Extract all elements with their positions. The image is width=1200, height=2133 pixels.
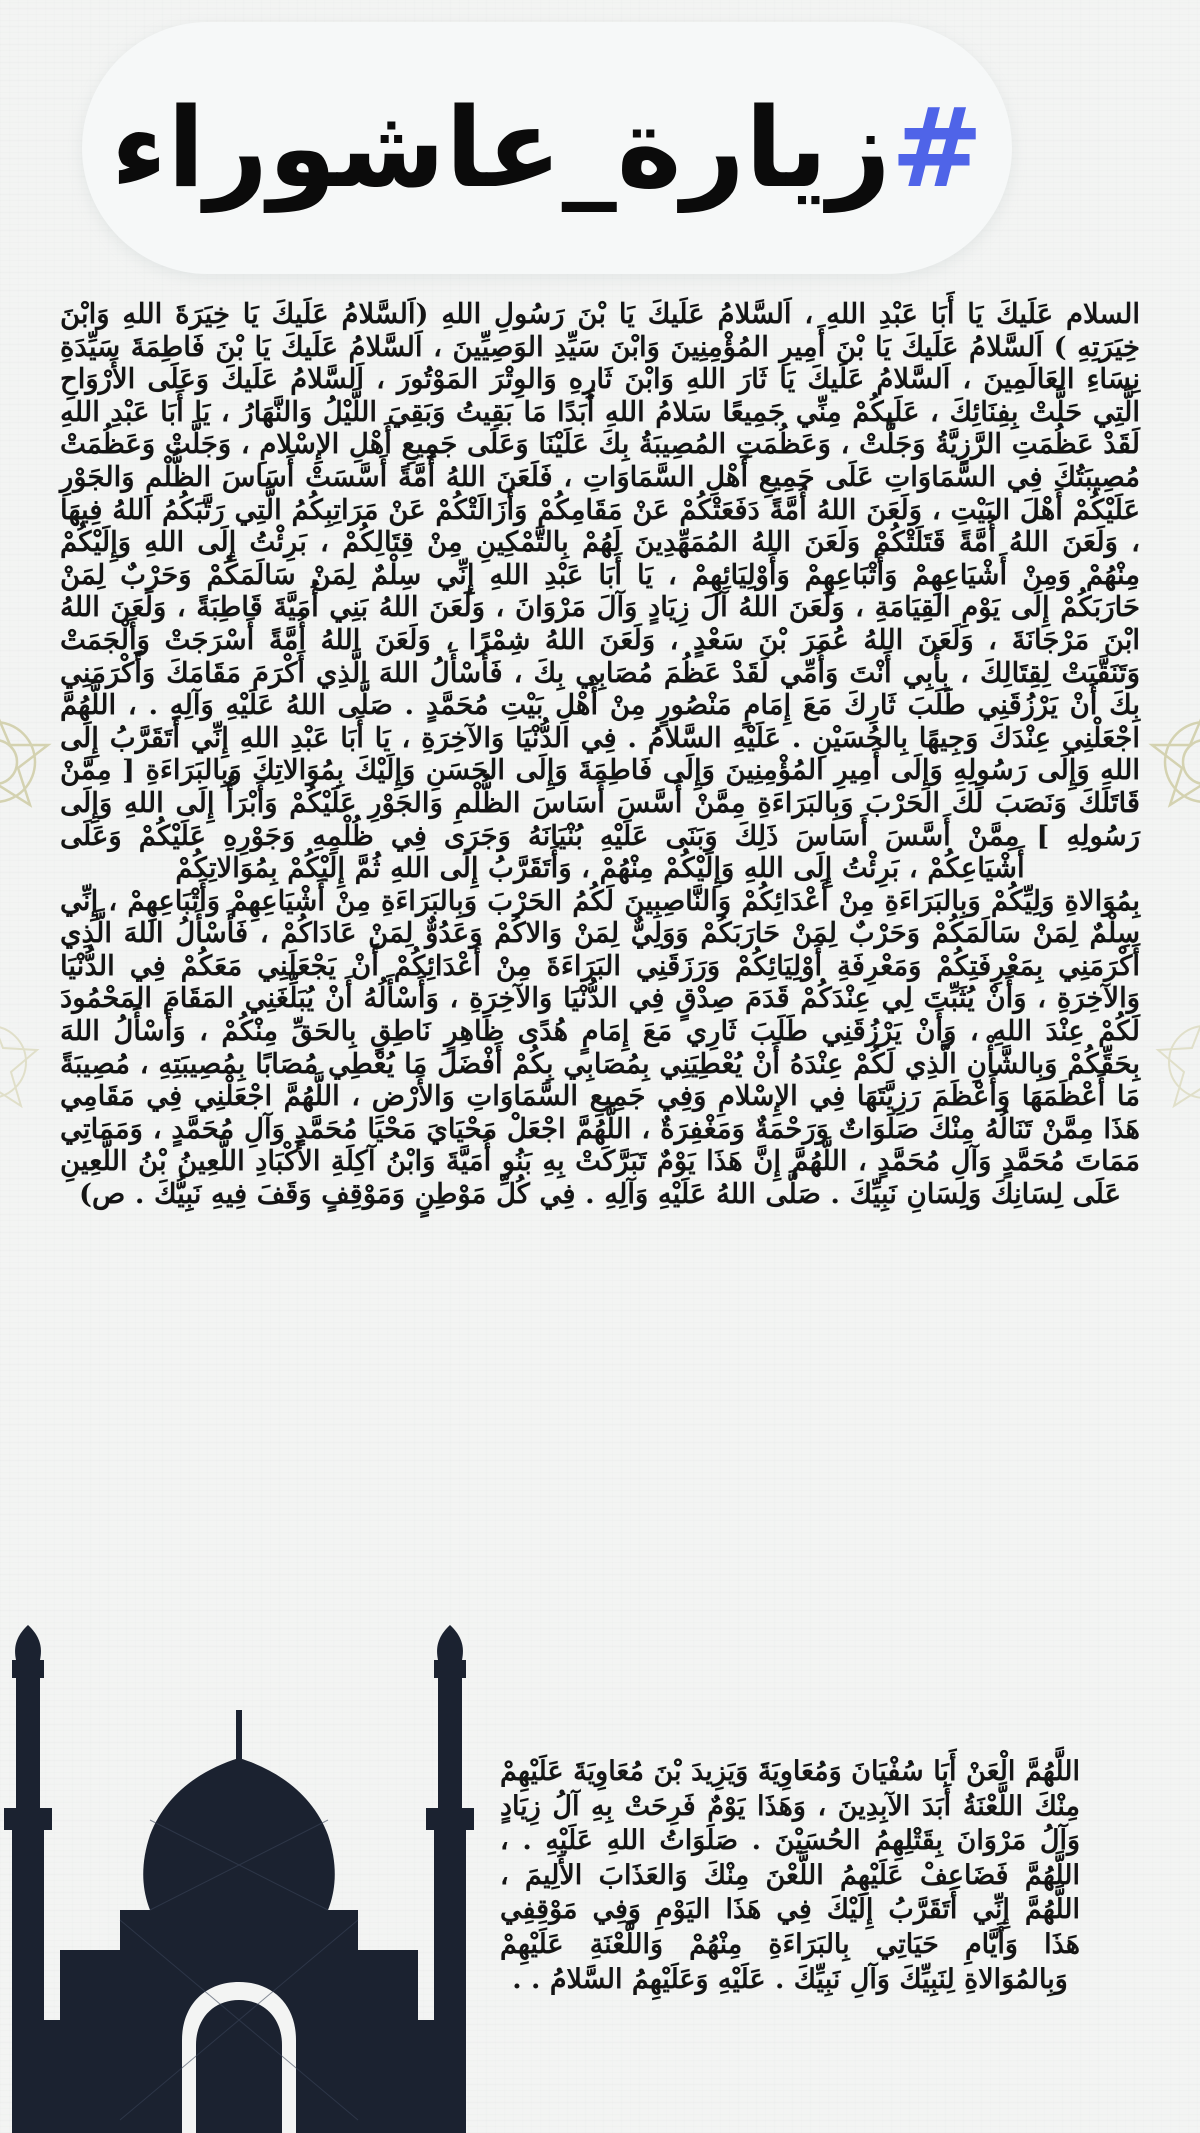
title-banner [82,22,1012,274]
ziyarah-paragraph: بِمُوَالاةِ وَلِيِّكُمْ وَبِالبَرَاءَةِ مِنْ أَعْدَائِكُمْ وَالنَّاصِبِينَ لَكُمُ الحَرْبَ وَبِالبَرَاءَةِ مِنْ أَشْيَاعِهِمْ وَأَتْبَاعِهِمْ ، إِنِّي سِلْمٌ لِمَنْ سَالَمَكُمْ وَحَرْبٌ لِمَنْ حَارَبَكُمْ وَوَلِيٌّ لِمَنْ وَالاكُمْ وَعَدُوٌّ لِمَنْ عَادَاكُمْ ، فَأَسْأَلُ اللهَ الَّذِي أَكْرَمَنِي بِمَعْرِفَتِكُمْ وَمَعْرِفَةِ أَوْلِيَائِكُمْ وَرَزَقَنِي البَرَاءَةَ مِنْ أَعْدَائِكُمْ أَنْ يَجْعَلَنِي مَعَكُمْ فِي الدُّنْيَا وَالآخِرَةِ ، وَأَنْ يُثَبِّتَ لِي عِنْدَكُمْ قَدَمَ صِدْقٍ فِي الدُّنْيَا وَالآخِرَةِ ، وَأَسْأَلُهُ أَنْ يُبَلِّغَنِي المَقَامَ المَحْمُودَ لَكُمْ عِنْدَ اللهِ ، وَأَنْ يَرْزُقَنِي طَلَبَ ثَارِي مَعَ إِمَامٍ هُدًى ظَاهِرٍ نَاطِقٍ بِالحَقِّ مِنْكُمْ ، وَأَسْأَلُ اللهَ بِحَقِّكُمْ وَبِالشَّأْنِ الَّذِي لَكُمْ عِنْدَهُ أَنْ يُعْطِيَنِي بِمُصَابِي بِكُمْ أَفْضَلَ مَا يُعْطِي مُصَابًا بِمُصِيبَتِهِ ، مُصِيبَةً مَا أَعْظَمَهَا وَأَعْظَمَ رَزِيَّتَهَا فِي الإِسْلامِ وَفِي جَمِيعِ السَّمَاوَاتِ وَالأَرْضِ ، اللَّهُمَّ اجْعَلْنِي فِي مَقَامِي هَذَا مِمَّنْ تَنَالُهُ مِنْكَ صَلَوَاتٌ وَرَحْمَةٌ وَمَغْفِرَةٌ ، اللَّهُمَّ اجْعَلْ مَحْيَايَ مَحْيَا مُحَمَّدٍ وَآلِ مُحَمَّدٍ ، وَمَمَاتِي مَمَاتَ مُحَمَّدٍ وَآلِ مُحَمَّدٍ ، اللَّهُمَّ إِنَّ هَذَا يَوْمٌ تَبَرَّكَتْ بِهِ بَنُو أُمَيَّةَ وَابْنُ آكِلَةِ الأَكْبَادِ اللَّعِينُ بْنُ اللَّعِينِ عَلَى لِسَانِكَ وَلِسَانِ نَبِيِّكَ . صَلَّى اللهُ عَلَيْهِ وَآلِهِ . فِي كُلِّ مَوْطِنٍ وَمَوْقِفٍ وَقَفَ فِيهِ نَبِيُّكَ . ص) [60,884,1140,1211]
ziyarah-paragraph: السلام عَلَيكَ يَا أَبَا عَبْدِ اللهِ ، اَلسَّلامُ عَلَيكَ يَا بْنَ رَسُولِ اللهِ (اَلسَّلامُ عَلَيكَ يَا خِيَرَةَ اللهِ وَابْنَ خِيَرَتِهِ ) اَلسَّلامُ عَلَيكَ يَا بْنَ أَمِيرِ المُؤْمِنِينَ وَابْنَ سَيِّدِ الوَصِيِّينَ ، اَلسَّلامُ عَلَيكَ يَا بْنَ فَاطِمَةَ سَيِّدَةِ نِسَاءِ العَالَمِينَ ، اَلسَّلامُ عَلَيكَ يَا ثَارَ اللهِ وَابْنَ ثَارِهِ وَالوِتْرَ المَوْتُورَ ، اَلسَّلامُ عَلَيكَ وَعَلَى الأَرْوَاحِ الَّتِي حَلَّتْ بِفِنَائِكَ ، عَلَيكُمْ مِنِّي جَمِيعًا سَلامُ اللهِ أَبَدًا مَا بَقِيتُ وَبَقِيَ اللَّيْلُ وَالنَّهَارُ ، يَا أَبَا عَبْدِ اللهِ لَقَدْ عَظُمَتِ الرَّزِيَّةُ وَجَلَّتْ ، وَعَظُمَتِ المُصِيبَةُ بِكَ عَلَيْنَا وَعَلَى جَمِيعِ أَهْلِ الإِسْلامِ ، وَجَلَّتْ وَعَظُمَتْ مُصِيبَتُكَ فِي السَّمَاوَاتِ عَلَى جَمِيعِ أَهْلِ السَّمَاوَاتِ ، فَلَعَنَ اللهُ أُمَّةً أَسَّسَتْ أَسَاسَ الظُّلْمِ وَالجَوْرِ عَلَيْكُمْ أَهْلَ البَيْتِ ، وَلَعَنَ اللهُ أُمَّةً دَفَعَتْكُمْ عَنْ مَقَامِكُمْ وَأَزَالَتْكُمْ عَنْ مَرَاتِبِكُمُ الَّتِي رَتَّبَكُمُ اللهُ فِيهَا ، وَلَعَنَ اللهُ أُمَّةً قَتَلَتْكُمْ وَلَعَنَ اللهُ المُمَهِّدِينَ لَهُمْ بِالتَّمْكِينِ مِنْ قِتَالِكُمْ ، بَرِئْتُ إِلَى اللهِ وَإِلَيْكُمْ مِنْهُمْ وَمِنْ أَشْيَاعِهِمْ وَأَتْبَاعِهِمْ وَأَوْلِيَائِهِمْ ، يَا أَبَا عَبْدِ اللهِ إِنِّي سِلْمٌ لِمَنْ سَالَمَكُمْ وَحَرْبٌ لِمَنْ حَارَبَكُمْ إِلَى يَوْمِ القِيَامَةِ ، وَلَعَنَ اللهُ آلَ زِيَادٍ وَآلَ مَرْوَانَ ، وَلَعَنَ اللهُ بَنِي أُمَيَّةَ قَاطِبَةً ، وَلَعَنَ اللهُ ابْنَ مَرْجَانَةَ ، وَلَعَنَ اللهُ عُمَرَ بْنَ سَعْدٍ ، وَلَعَنَ اللهُ شِمْرًا ، وَلَعَنَ اللهُ أُمَّةً أَسْرَجَتْ وَأَلْجَمَتْ وَتَنَقَّبَتْ لِقِتَالِكَ ، بِأَبِي أَنْتَ وَأُمِّي لَقَدْ عَظُمَ مُصَابِي بِكَ ، فَأَسْأَلُ اللهَ الَّذِي أَكْرَمَ مَقَامَكَ وَأَكْرَمَنِي بِكَ أَنْ يَرْزُقَنِي طَلَبَ ثَارِكَ مَعَ إِمَامٍ مَنْصُورٍ مِنْ أَهْلِ بَيْتِ مُحَمَّدٍ . صَلَّى اللهُ عَلَيْهِ وَآلِهِ . ، اللَّهُمَّ اجْعَلْنِي عِنْدَكَ وَجِيهًا بِالحُسَيْنِ . عَلَيْهِ السَّلامُ . فِي الدُّنْيَا وَالآخِرَةِ ، يَا أَبَا عَبْدِ اللهِ إِنِّي أَتَقَرَّبُ إِلَى اللهِ وَإِلَى رَسُولِهِ وَإِلَى أَمِيرِ المُؤْمِنِينَ وَإِلَى فَاطِمَةَ وَإِلَى الحَسَنِ وَإِلَيْكَ بِمُوَالاتِكَ وَبِالبَرَاءَةِ [ مِمَّنْ قَاتَلَكَ وَنَصَبَ لَكَ الحَرْبَ وَبِالبَرَاءَةِ مِمَّنْ أَسَّسَ أَسَاسَ الظُّلْمِ وَالجَوْرِ عَلَيْكُمْ وَأَبْرَأُ إِلَى اللهِ وَإِلَى رَسُولِهِ ] مِمَّنْ أَسَّسَ أَسَاسَ ذَلِكَ وَبَنَى عَلَيْهِ بُنْيَانَهُ وَجَرَى فِي ظُلْمِهِ وَجَوْرِهِ عَلَيْكُمْ وَعَلَى أَشْيَاعِكُمْ ، بَرِئْتُ إِلَى اللهِ وَإِلَيْكُمْ مِنْهُمْ ، وَأَتَقَرَّبُ إِلَى اللهِ ثُمَّ إِلَيْكُمْ بِمُوَالاتِكُمْ [60,298,1140,885]
mosque-silhouette-icon [0,1620,490,2133]
title-label: زيارة_عاشوراء [110,84,891,212]
star-ornament-icon [0,700,60,850]
star-ornament-icon [1140,1000,1200,1150]
ziyarah-text [60,298,1140,1211]
page-title [111,84,983,212]
curse-paragraph: اللَّهُمَّ الْعَنْ أَبَا سُفْيَانَ وَمُعَاوِيَةَ وَيَزِيدَ بْنَ مُعَاوِيَةَ عَلَيْهِمْ مِنْكَ اللَّعْنَةُ أَبَدَ الآبِدِينَ ، وَهَذَا يَوْمٌ فَرِحَتْ بِهِ آلُ زِيَادٍ وَآلُ مَرْوَانَ بِقَتْلِهِمُ الحُسَيْنَ . صَلَوَاتُ اللهِ عَلَيْهِ . ، اللَّهُمَّ فَضَاعِفْ عَلَيْهِمُ اللَّعْنَ مِنْكَ وَالعَذَابَ الأَلِيمَ ، اللَّهُمَّ إِنِّي أَتَقَرَّبُ إِلَيْكَ فِي هَذَا اليَوْمِ وَفِي مَوْقِفِي هَذَا وَأَيَّامِ حَيَاتِي بِالبَرَاءَةِ مِنْهُمْ وَاللَّعْنَةِ عَلَيْهِمْ وَبِالمُوَالاةِ لِنَبِيِّكَ وَآلِ نَبِيِّكَ . عَلَيْهِ وَعَلَيْهِمُ السَّلامُ . . [500,1756,1080,1995]
star-ornament-icon [1140,700,1200,850]
hashtag-symbol: # [890,84,984,212]
star-ornament-icon [0,1000,55,1150]
